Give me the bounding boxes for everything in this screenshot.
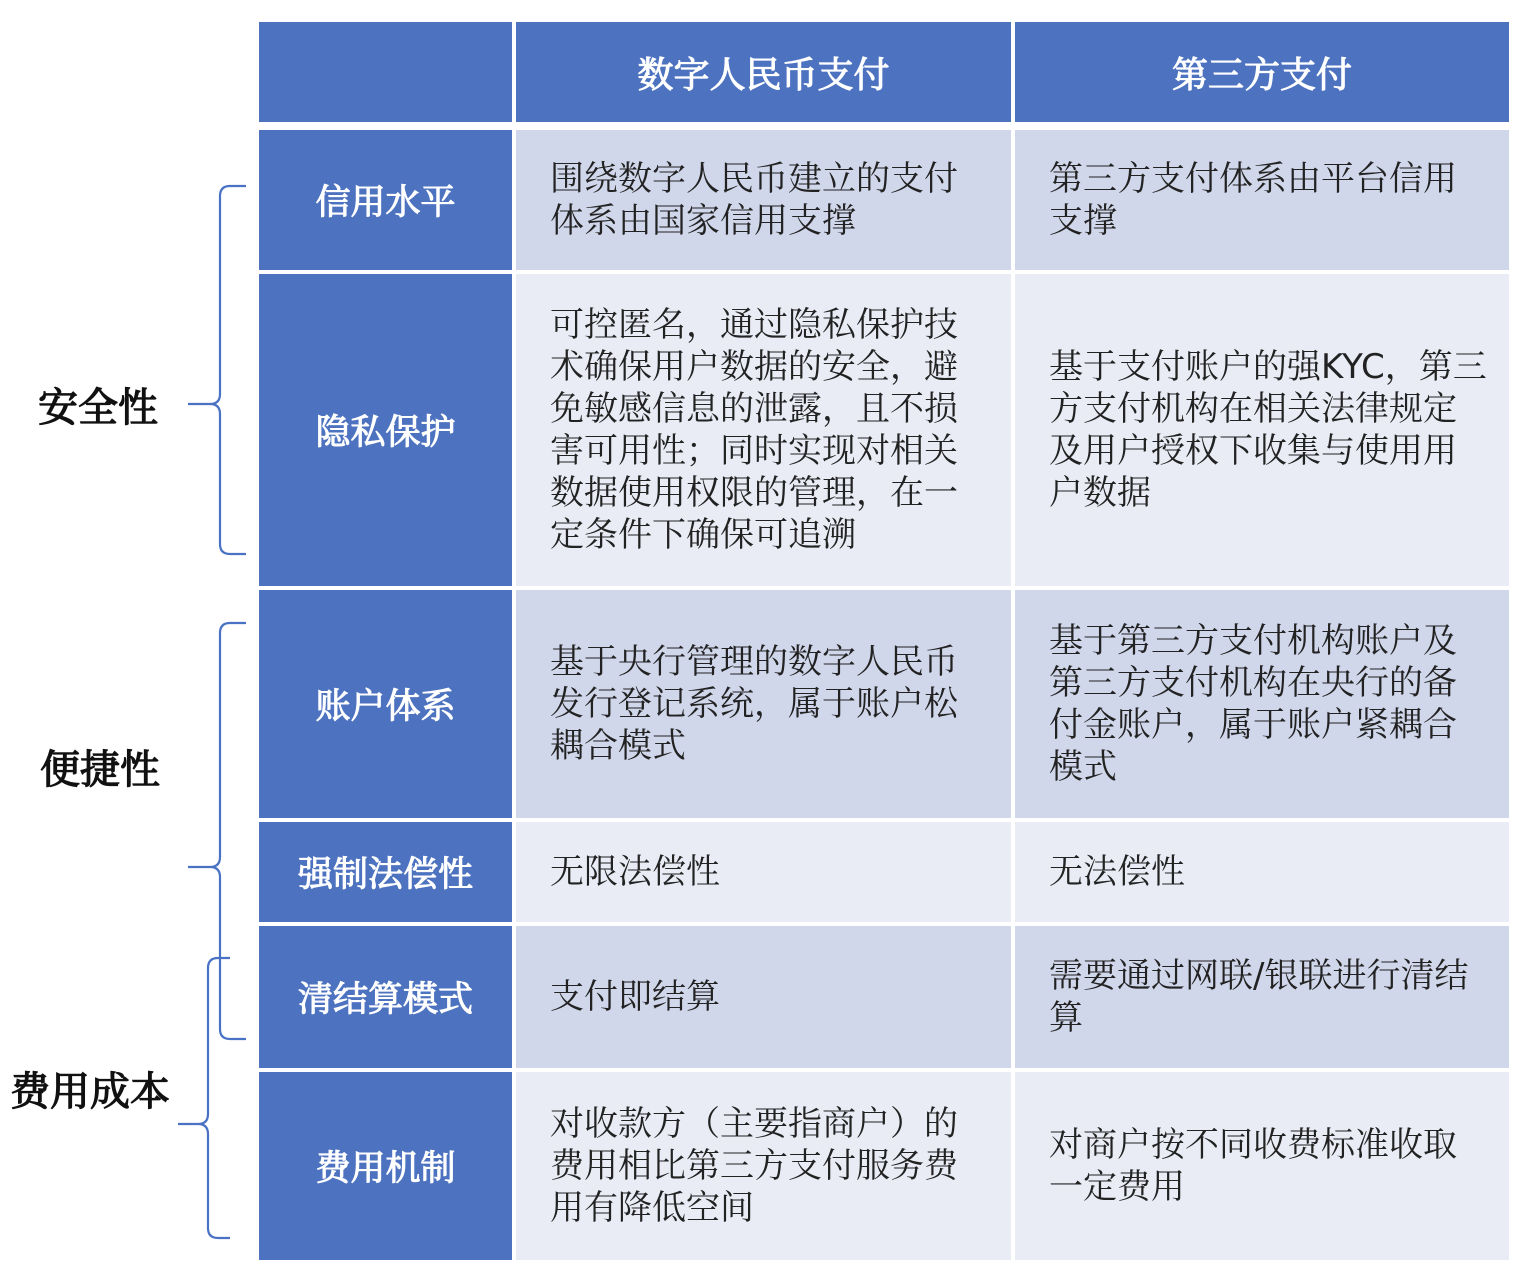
row-header-privacy: 隐私保护 bbox=[259, 274, 512, 586]
comparison-table bbox=[259, 22, 1511, 1262]
cell-legal-tender-digital-rmb: 无限法偿性 bbox=[516, 822, 1011, 922]
column-header-digital-rmb: 数字人民币支付 bbox=[516, 22, 1011, 122]
bracket-convenience bbox=[188, 623, 246, 1039]
cell-credit-level-digital-rmb: 围绕数字人民币建立的支付体系由国家信用支撑 bbox=[516, 130, 1011, 270]
cell-legal-tender-third-party: 无法偿性 bbox=[1015, 822, 1509, 922]
cell-privacy-third-party: 基于支付账户的强KYC，第三方支付机构在相关法律规定及用户授权下收集与使用用户数据 bbox=[1015, 274, 1509, 586]
group-label-security: 安全性 bbox=[38, 385, 158, 431]
row-header-fee-mechanism: 费用机制 bbox=[259, 1072, 512, 1260]
cell-clearing-mode-third-party: 需要通过网联/银联进行清结算 bbox=[1015, 926, 1509, 1068]
bracket-cost bbox=[178, 958, 230, 1238]
cell-account-system-third-party: 基于第三方支付机构账户及第三方支付机构在央行的备付金账户，属于账户紧耦合模式 bbox=[1015, 590, 1509, 818]
group-brackets bbox=[0, 0, 260, 1274]
row-header-credit-level: 信用水平 bbox=[259, 130, 512, 270]
bracket-security bbox=[188, 186, 246, 554]
cell-clearing-mode-digital-rmb: 支付即结算 bbox=[516, 926, 1011, 1068]
row-header-clearing-mode: 清结算模式 bbox=[259, 926, 512, 1068]
cell-fee-mechanism-digital-rmb: 对收款方（主要指商户）的费用相比第三方支付服务费用有降低空间 bbox=[516, 1072, 1011, 1260]
cell-fee-mechanism-third-party: 对商户按不同收费标准收取一定费用 bbox=[1015, 1072, 1509, 1260]
column-header-third-party: 第三方支付 bbox=[1015, 22, 1509, 122]
row-header-account-system: 账户体系 bbox=[259, 590, 512, 818]
group-label-cost: 费用成本 bbox=[10, 1069, 170, 1115]
group-label-convenience: 便捷性 bbox=[40, 747, 160, 793]
row-header-legal-tender: 强制法偿性 bbox=[259, 822, 512, 922]
cell-privacy-digital-rmb: 可控匿名，通过隐私保护技术确保用户数据的安全，避免敏感信息的泄露，且不损害可用性；同时实现对相关数据使用权限的管理，在一定条件下确保可追溯 bbox=[516, 274, 1011, 586]
cell-account-system-digital-rmb: 基于央行管理的数字人民币发行登记系统，属于账户松耦合模式 bbox=[516, 590, 1011, 818]
header-corner bbox=[259, 22, 512, 122]
cell-credit-level-third-party: 第三方支付体系由平台信用支撑 bbox=[1015, 130, 1509, 270]
